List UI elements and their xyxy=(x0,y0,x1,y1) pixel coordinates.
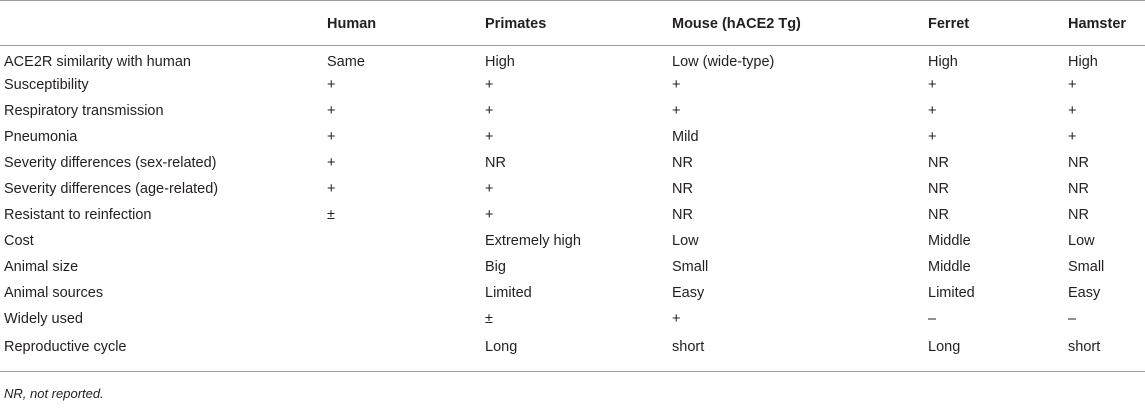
table-cell: Easy xyxy=(672,284,705,301)
table-cell: High xyxy=(1068,53,1098,70)
table-cell xyxy=(323,306,481,332)
table-cell: + xyxy=(485,102,494,119)
table-cell: NR xyxy=(928,180,949,197)
table-cell: short xyxy=(668,332,924,372)
table-row xyxy=(0,332,1145,372)
row-label: Pneumonia xyxy=(4,128,78,145)
table-cell: Same xyxy=(327,53,365,70)
table-row xyxy=(0,306,1145,332)
table-cell: + xyxy=(327,76,336,93)
table-body xyxy=(0,46,1145,372)
table-cell: Mild xyxy=(672,128,699,145)
table-cell: Low (wide-type) xyxy=(672,53,775,70)
table-cell: + xyxy=(928,128,937,145)
table-cell: NR xyxy=(672,154,693,171)
row-label: Widely used xyxy=(4,310,83,327)
table-cell: + xyxy=(928,76,937,93)
table-cell: NR xyxy=(1068,180,1089,197)
table-cell: Big xyxy=(485,258,506,275)
table-cell: Limited xyxy=(928,284,975,301)
header-row xyxy=(0,1,1145,46)
table-cell: – xyxy=(928,310,937,327)
table-cell: NR xyxy=(928,206,949,223)
table-cell: Easy xyxy=(1068,284,1101,301)
table-cell: + xyxy=(485,128,494,145)
table-row xyxy=(0,176,1145,202)
table-cell: + xyxy=(928,102,937,119)
row-label: Resistant to reinfection xyxy=(4,206,152,223)
table-cell: Small xyxy=(1068,258,1105,275)
table-cell: + xyxy=(672,76,681,93)
row-label: Reproductive cycle xyxy=(0,332,323,372)
table-cell: Limited xyxy=(485,284,532,301)
table-footnote: NR, not reported. xyxy=(4,386,104,401)
row-label: Severity differences (age-related) xyxy=(4,180,219,197)
table-cell: + xyxy=(485,76,494,93)
table-cell: Low xyxy=(672,232,699,249)
table-cell: short xyxy=(1064,332,1145,372)
table-cell: + xyxy=(1068,76,1077,93)
row-label: Severity differences (sex-related) xyxy=(4,154,217,171)
table-cell: + xyxy=(327,102,336,119)
table-cell: Middle xyxy=(928,232,971,249)
header-cell-ferret: Ferret xyxy=(924,1,1064,46)
table-cell: + xyxy=(327,154,336,171)
table-cell: NR xyxy=(1068,206,1089,223)
table-cell: + xyxy=(327,128,336,145)
table-row xyxy=(0,202,1145,228)
table-cell: High xyxy=(485,53,515,70)
table-cell: + xyxy=(485,206,494,223)
row-label: Animal sources xyxy=(4,284,104,301)
row-label: Cost xyxy=(4,232,34,249)
table-cell: + xyxy=(1068,102,1077,119)
table-row xyxy=(0,98,1145,124)
table-cell xyxy=(323,332,481,372)
table-cell: + xyxy=(485,180,494,197)
header-cell xyxy=(0,1,323,46)
header-cell-mouse: Mouse (hACE2 Tg) xyxy=(668,1,924,46)
table-cell xyxy=(323,228,481,254)
table-cell: ± xyxy=(485,310,493,327)
table-cell: + xyxy=(672,102,681,119)
table-cell xyxy=(323,254,481,280)
table-cell: High xyxy=(928,53,958,70)
table-row xyxy=(0,228,1145,254)
table-cell: + xyxy=(672,310,681,327)
row-label: Susceptibility xyxy=(4,76,89,93)
table-cell: Small xyxy=(672,258,709,275)
table-cell: Long xyxy=(924,332,1064,372)
table-cell: + xyxy=(327,180,336,197)
header-cell-human: Human xyxy=(323,1,481,46)
table-cell: Long xyxy=(481,332,668,372)
table-cell: NR xyxy=(1068,154,1089,171)
header-cell-primates: Primates xyxy=(481,1,668,46)
table-cell: Low xyxy=(1068,232,1095,249)
table-cell: – xyxy=(1068,310,1077,327)
table-row xyxy=(0,124,1145,150)
table-cell: NR xyxy=(928,154,949,171)
table-row xyxy=(0,254,1145,280)
table-row xyxy=(0,72,1145,98)
table-row xyxy=(0,46,1145,72)
row-label: ACE2R similarity with human xyxy=(4,53,191,70)
table-row xyxy=(0,280,1145,306)
table-cell: NR xyxy=(672,206,693,223)
table-cell: Extremely high xyxy=(485,232,581,249)
table-cell xyxy=(323,280,481,306)
table-cell: + xyxy=(1068,128,1077,145)
table-header xyxy=(0,1,1145,46)
table-cell: NR xyxy=(485,154,506,171)
header-cell-hamster: Hamster xyxy=(1064,1,1145,46)
table-cell: NR xyxy=(672,180,693,197)
row-label: Animal size xyxy=(4,258,79,275)
table-row xyxy=(0,150,1145,176)
table-cell: ± xyxy=(327,206,335,223)
table-cell: Middle xyxy=(928,258,971,275)
row-label: Respiratory transmission xyxy=(4,102,164,119)
